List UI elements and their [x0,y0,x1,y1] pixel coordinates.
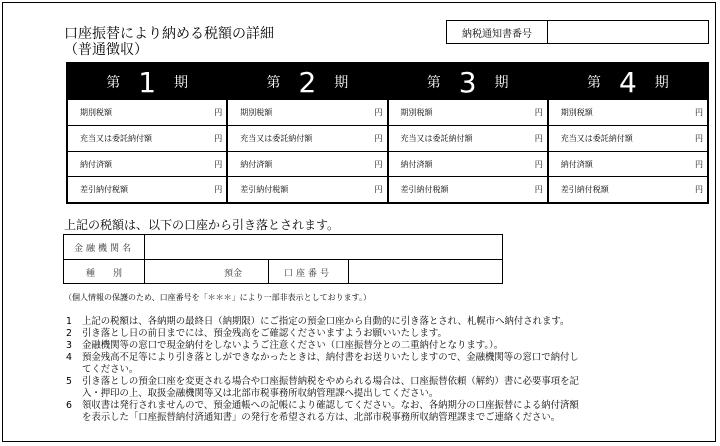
yen-unit: 円 [374,185,383,195]
period-row-label: 充当又は委託納付額 [80,133,152,143]
note-item-line [60,340,700,352]
period-number: 3 [458,65,477,99]
period-header [549,64,707,100]
period-row [549,177,707,202]
period-row-label: 期別税額 [240,108,273,117]
period-row-label: 納付済額 [80,159,112,169]
type-row [64,260,502,284]
note-text: 金融機関等の窓口で現金納付をしないようご注意ください（口座振替分との二重納付となります。）。 [82,340,504,351]
divider [348,260,349,284]
period-number: 2 [298,65,317,99]
period-row [68,152,226,178]
period-table [66,62,709,204]
yen-unit: 円 [214,133,223,143]
tsuchisho-number-value [548,21,708,43]
yen-unit: 円 [374,159,383,169]
period-suffix: 期 [174,75,189,91]
period-row-label: 差引納付税額 [80,185,128,195]
period-row [549,100,707,126]
note-text: 引き落とし日の前日までには、預金残高をご確認くださいますようお願いいたします。 [82,328,447,339]
period-column-3 [389,64,549,202]
period-header [228,64,386,100]
yen-unit: 円 [214,108,223,117]
note-item-line [60,412,700,424]
divider [144,235,145,259]
note-text: 預金残高不足等により引き落としができなかったときは、納付書をお送りいたしますので、金融機関等の窓口で納付し [82,352,579,363]
period-row-label: 差引納付税額 [400,185,449,195]
bank-name-label: 金融機関名 [73,243,134,254]
period-row [68,177,226,202]
page-subtitle: （普通徴収） [64,42,148,58]
period-row [389,152,547,178]
page-title: 口座振替により納める税額の詳細 [64,26,274,42]
note-number: 2 [66,328,72,339]
period-row [228,100,386,126]
period-row-label: 期別税額 [400,108,433,117]
account-type-value: 預金 [224,268,243,279]
period-row [389,177,547,202]
yen-unit: 円 [534,185,543,195]
divider [144,260,145,284]
period-prefix: 第 [106,75,121,91]
privacy-note: （個人情報の保護のため、口座番号を「＊＊＊」により一部非表示としております。） [64,293,372,302]
tsuchisho-number-label: 納税通知書番号 [447,21,548,43]
note-text: てください。 [82,364,139,375]
period-number: 4 [618,65,637,99]
tsuchisho-number-box [446,20,709,44]
account-number-label: 口座番号 [283,268,332,279]
yen-unit: 円 [534,159,543,169]
note-text: 入・押印の上、取扱金融機関等又は北部市税事務所収納管理課へ提出してください。 [82,388,439,399]
note-item-line [60,328,700,340]
period-row [228,126,386,152]
note-text: 領収書は発行されませんので、預金通帳への記帳により確認してください。なお、各納期分の口座振替による納付済額 [82,400,579,411]
yen-unit: 円 [374,133,383,143]
period-row [389,126,547,152]
note-number: 6 [66,400,72,411]
period-row [228,152,386,178]
period-header [68,64,226,100]
note-item-line [60,376,700,388]
account-table [63,234,503,284]
yen-unit: 円 [214,185,223,195]
note-number: 4 [66,352,72,363]
note-number: 3 [66,340,72,351]
period-column-1 [68,64,228,202]
period-row [68,126,226,152]
note-item-line [60,316,700,328]
period-suffix: 期 [654,75,669,91]
period-row-label: 期別税額 [80,108,112,117]
period-row [228,177,386,202]
period-row [389,100,547,126]
period-prefix: 第 [586,75,601,91]
note-item-line [60,352,700,364]
period-row-label: 充当又は委託納付額 [400,133,473,143]
note-text: 上記の税額は、各納期の最終日（納期限）にご指定の預金口座から自動的に引き落とされ、札幌市へ納付されます。 [82,316,570,327]
period-header [389,64,547,100]
period-prefix: 第 [426,75,441,91]
period-row [549,152,707,178]
yen-unit: 円 [695,159,703,169]
period-row [549,126,707,152]
account-type-label: 種 別 [85,268,122,279]
yen-unit: 円 [695,185,703,195]
note-item-line [60,388,700,400]
note-item-line [60,400,700,412]
yen-unit: 円 [534,133,543,143]
period-row [68,100,226,126]
yen-unit: 円 [695,108,703,117]
note-text: 引き落としの預金口座を変更される場合や口座振替納税をやめられる場合は、口座振替依頼（解約）書に必要事項を記 [82,376,579,387]
period-suffix: 期 [334,75,349,91]
note-item-line [60,364,700,376]
period-row-label: 納付済額 [240,159,273,169]
period-column-2 [228,64,388,202]
period-row-label: 差引納付税額 [240,185,289,195]
account-intro: 上記の税額は、以下の口座から引き落とされます。 [64,218,340,232]
note-text: を表示した「口座振替納付済通知書」の発行を希望される方は、北部市税事務所収納管理課までご連絡ください。 [82,412,561,423]
yen-unit: 円 [214,159,223,169]
notes-list [60,316,700,424]
period-row-label: 期別税額 [560,108,593,117]
period-suffix: 期 [494,75,509,91]
yen-unit: 円 [695,133,703,143]
note-number: 5 [66,376,72,387]
bank-row [64,235,502,260]
period-prefix: 第 [266,75,281,91]
yen-unit: 円 [534,108,543,117]
period-number: 1 [138,65,157,99]
period-row-label: 納付済額 [400,159,433,169]
period-row-label: 充当又は委託納付額 [560,133,633,143]
period-row-label: 充当又は委託納付額 [240,133,313,143]
yen-unit: 円 [374,108,383,117]
period-row-label: 差引納付税額 [560,185,609,195]
period-row-label: 納付済額 [560,159,593,169]
period-column-4 [549,64,707,202]
note-number: 1 [66,316,72,327]
